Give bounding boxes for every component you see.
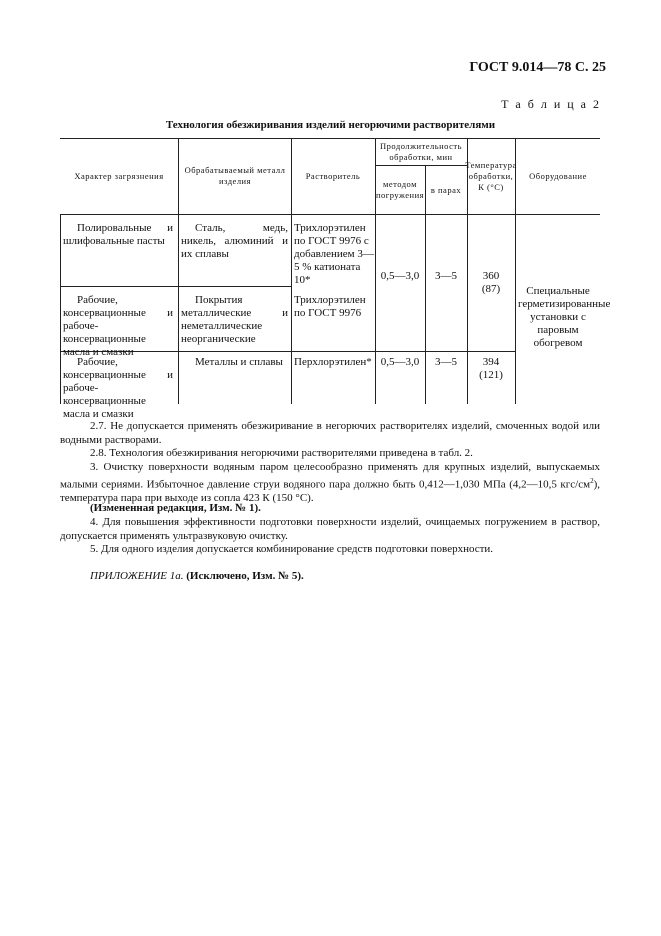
header-steam: в парах: [430, 184, 462, 195]
col-divider-1: [178, 138, 179, 404]
appendix-note: (Исключено, Изм. № 5).: [186, 570, 304, 582]
row1-bottom-border: [60, 286, 291, 287]
appendix-label: ПРИЛОЖЕНИЕ 1а.: [90, 570, 184, 582]
superscript-2: 2: [590, 476, 594, 485]
row3-steam: 3—5: [435, 356, 457, 368]
group1-steam: 3—5: [435, 270, 457, 282]
row3-immersion: 0,5—3,0: [380, 356, 420, 368]
equipment-text: Специальные герметизированные установки с паровым обогревом: [518, 285, 611, 349]
group1-immersion: 0,5—3,0: [380, 270, 420, 282]
row2-contamination: Рабочие, консервационные и рабоче-консервационные масла и смазки: [63, 294, 173, 358]
paragraph-4: 4. Для повышения эффективности подготовки поверхности изделий, очищаемых погружением в раствор, допускается применять ультразвуковую очистку.: [60, 516, 600, 542]
header-solvent: Растворитель: [305, 170, 361, 181]
edition-note-text: (Измененная редакция, Изм. № 1).: [90, 502, 261, 514]
row2-metal: Покрытия металлические и неметаллические неорганические: [181, 294, 288, 345]
row3-solvent: Перхлорэтилен*: [294, 356, 372, 368]
paragraph-3-text-a: 3. Очистку поверхности водяным паром целесообразно применять для крупных изделий, выпускаемых малыми сериями. Избыточное давление струи водяного пара должно быть 0,412—1,030 МПа (4,2—10,5 кгс/см: [60, 461, 600, 491]
header-temperature: Температура обработки, К (°С): [465, 159, 517, 192]
row3-contamination: Рабочие, консервационные и рабоче-консервационные масла и смазки: [63, 356, 173, 420]
header-equipment: Оборудование: [529, 170, 587, 181]
paragraph-2-7: 2.7. Не допускается применять обезжиривание в негорючих растворителях изделий, смоченных водой или водными растворами.: [60, 420, 600, 446]
header-metal: Обрабатываемый металл изделия: [184, 165, 286, 186]
table-left-border: [60, 214, 61, 404]
row1-contamination: Полировальные и шлифовальные пасты: [63, 222, 173, 247]
edition-note: [60, 502, 600, 516]
col-divider-2: [291, 138, 292, 404]
header-immersion: методом погружения: [375, 179, 425, 200]
row3-temp-c: (121): [479, 369, 503, 381]
paragraph-3: [60, 461, 600, 505]
table-number-label: Т а б л и ц а 2: [501, 97, 601, 111]
row3-temp-k: 394: [482, 356, 500, 368]
header-contamination: Характер загрязнения: [74, 170, 164, 181]
table-title: Технология обезжиривания изделий негорючими растворителями: [165, 119, 496, 131]
group1-temp-k: 360: [482, 270, 500, 282]
row1-metal: Сталь, медь, никель, алюминий и их сплавы: [181, 222, 288, 260]
group1-temp-c: (87): [481, 283, 501, 295]
appendix-line: [60, 570, 600, 584]
header-duration: Продолжительность обработки, мин: [380, 140, 462, 162]
paragraph-3-text-b: ), температура пара при выходе из сопла 423 К (150 °С).: [60, 478, 600, 504]
row1-solvent: Трихлорэтилен по ГОСТ 9976 с добавлением 3—5 % катионата 10*: [294, 222, 374, 286]
header-bottom-border: [60, 214, 600, 215]
row2-solvent: Трихлорэтилен по ГОСТ 9976: [294, 294, 366, 319]
page-header: ГОСТ 9.014—78 С. 25: [469, 60, 606, 75]
row3-metal: Металлы и сплавы: [195, 356, 283, 368]
paragraph-5: 5. Для одного изделия допускается комбинирование средств подготовки поверхности.: [90, 543, 494, 555]
degreasing-table: [60, 138, 611, 420]
paragraph-2-8: 2.8. Технология обезжиривания негорючими растворителями приведена в табл. 2.: [90, 447, 473, 459]
